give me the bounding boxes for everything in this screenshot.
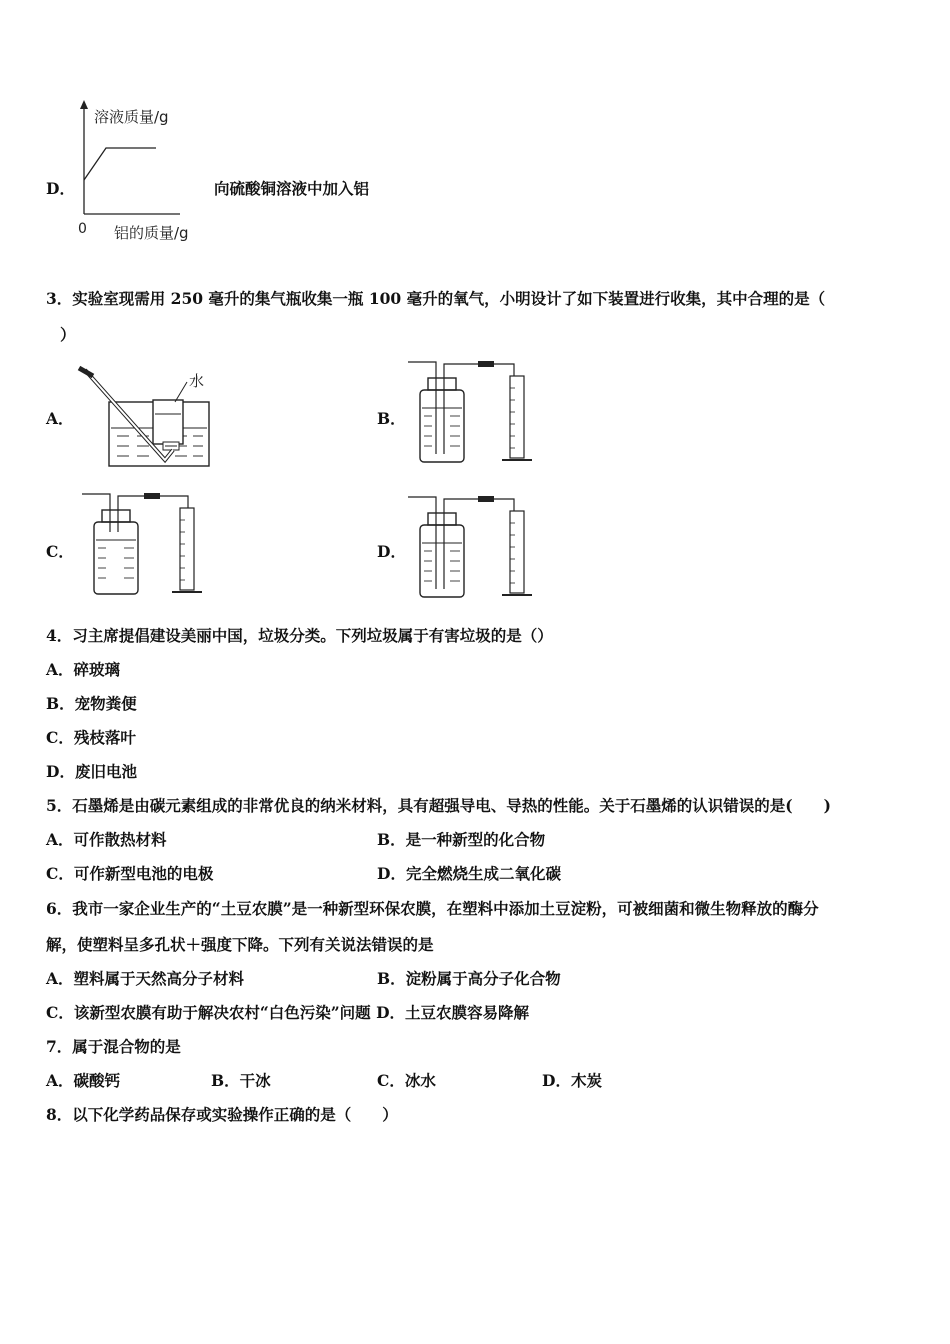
q4-option-c: C．残枝落叶 [46,728,136,747]
q2-graph-y-label: 溶液质量/g [94,108,169,126]
q4-stem: 4．习主席提倡建设美丽中国，垃圾分类。下列垃圾属于有害垃圾的是（） [46,626,553,645]
q3-figure-d [402,493,552,603]
q6-stem-line2: 解，使塑料呈多孔状＋强度下降。下列有关说法错误的是 [46,935,434,954]
q3-stem-end: ） [60,325,76,344]
q8-stem: 8．以下化学药品保存或实验操作正确的是（ ） [46,1105,398,1124]
q6-stem-line1: 6．我市一家企业生产的“土豆农膜”是一种新型环保农膜，在塑料中添加土豆淀粉，可被细菌和微生物释放的酶分 [46,899,819,918]
q5-option-c: C．可作新型电池的电极 [46,864,214,883]
q2-graph-origin: 0 [78,221,87,237]
q7-option-c: C．冰水 [377,1071,436,1090]
q5-option-a: A．可作散热材料 [46,830,167,849]
q3-option-a-label: A． [46,409,74,428]
q2-option-d-label: D． [46,179,75,198]
q3-figure-a-water-label: 水 [189,372,205,390]
q7-option-a: A．碳酸钙 [46,1071,121,1090]
q4-option-a: A．碎玻璃 [46,660,121,679]
q2-option-d-text: 向硫酸铜溶液中加入铝 [214,179,370,198]
q7-stem: 7．属于混合物的是 [46,1037,181,1056]
q3-figure-a [75,362,225,474]
q6-option-c-d: C．该新型农膜有助于解决农村“白色污染”问题 D．土豆农膜容易降解 [46,1003,530,1022]
q6-option-a: A．塑料属于天然高分子材料 [46,969,245,988]
q3-option-c-label: C． [46,542,74,561]
q3-option-d-label: D． [377,542,406,561]
q3-option-b-label: B． [377,409,406,428]
q6-option-b: B．淀粉属于高分子化合物 [377,969,561,988]
q5-option-d: D．完全燃烧生成二氧化碳 [377,864,561,883]
q2-graph [70,98,220,246]
q4-option-d: D．废旧电池 [46,762,137,781]
q3-figure-c [76,490,226,600]
q4-option-b: B．宠物粪便 [46,694,137,713]
q5-stem: 5．石墨烯是由碳元素组成的非常优良的纳米材料，具有超强导电、导热的性能。关于石墨烯的认识错误的是( ) [46,796,831,815]
q7-option-d: D．木炭 [542,1071,602,1090]
q2-graph-x-label: 铝的质量/g [114,224,189,242]
q5-option-b: B．是一种新型的化合物 [377,830,546,849]
q7-option-b: B．干冰 [211,1071,271,1090]
q3-figure-b [402,358,552,468]
q3-stem: 3．实验室现需用 250 毫升的集气瓶收集一瓶 100 毫升的氧气，小明设计了如下装置进行收集，其中合理的是（ [46,289,826,308]
